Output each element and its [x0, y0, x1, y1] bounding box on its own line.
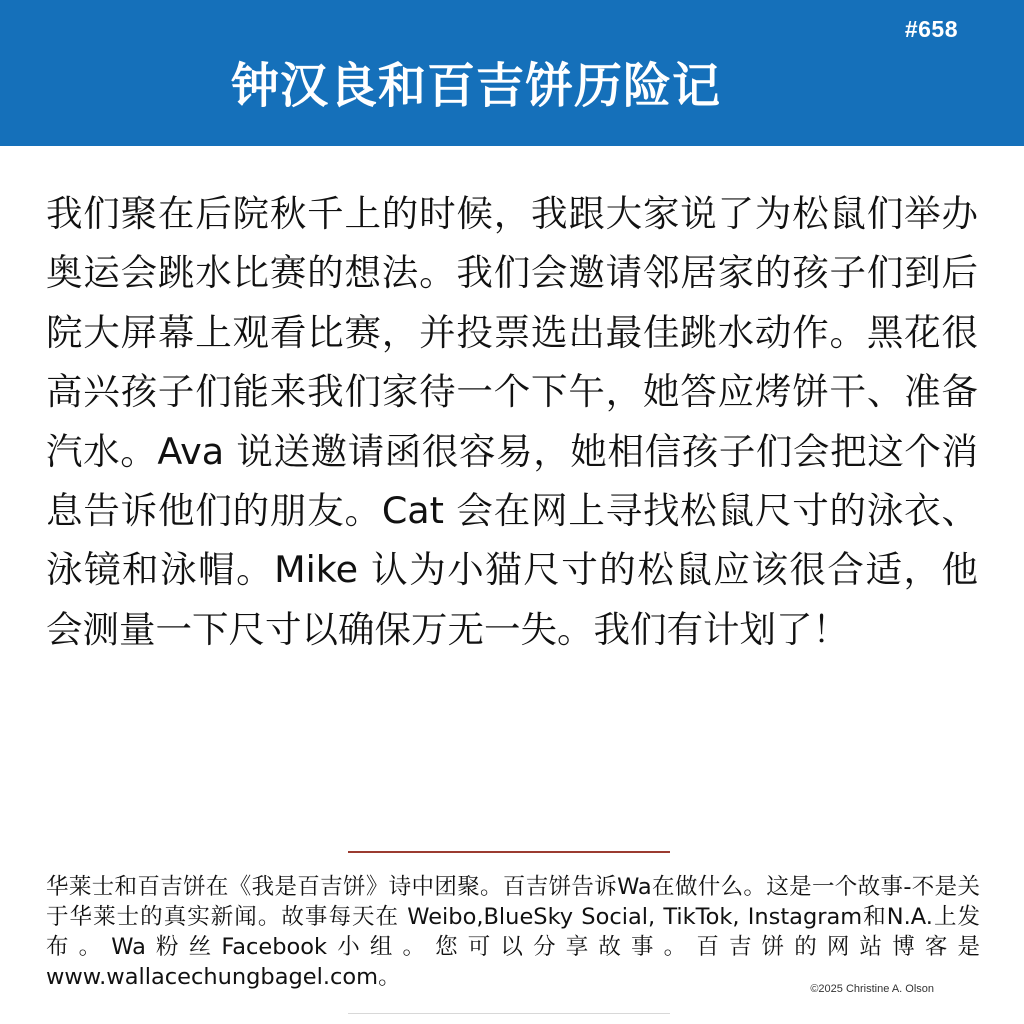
title-banner	[0, 0, 1024, 146]
footnote-text: 华莱士和百吉饼在《我是百吉饼》诗中团聚。百吉饼告诉Wa在做什么。这是一个故事-不是关于华莱士的真实新闻。故事每天在 Weibo,BlueSky Social, TikTok, Instagram和N.A.上发布。Wa粉丝Facebook小组。您可以分享故事。百吉饼的网站博客是www.wallacechungbagel.com。	[46, 874, 980, 990]
section-divider	[348, 851, 670, 853]
bottom-divider	[348, 1013, 670, 1014]
page-title: 钟汉良和百吉饼历险记	[230, 58, 721, 114]
story-text: 我们聚在后院秋千上的时候，我跟大家说了为松鼠们举办奥运会跳水比赛的想法。我们会邀请邻居家的孩子们到后院大屏幕上观看比赛，并投票选出最佳跳水动作。黑花很高兴孩子们能来我们家待一个下午，她答应烤饼干、准备汽水。Ava 说送邀请函很容易，她相信孩子们会把这个消息告诉他们的朋友。Cat 会在网上寻找松鼠尺寸的泳衣、泳镜和泳帽。Mike 认为小猫尺寸的松鼠应该很合适，他会测量一下尺寸以确保万无一失。我们有计划了！	[46, 192, 978, 651]
issue-number: #658	[904, 16, 958, 42]
copyright-text: ©2025 Christine A. Olson	[810, 983, 934, 995]
